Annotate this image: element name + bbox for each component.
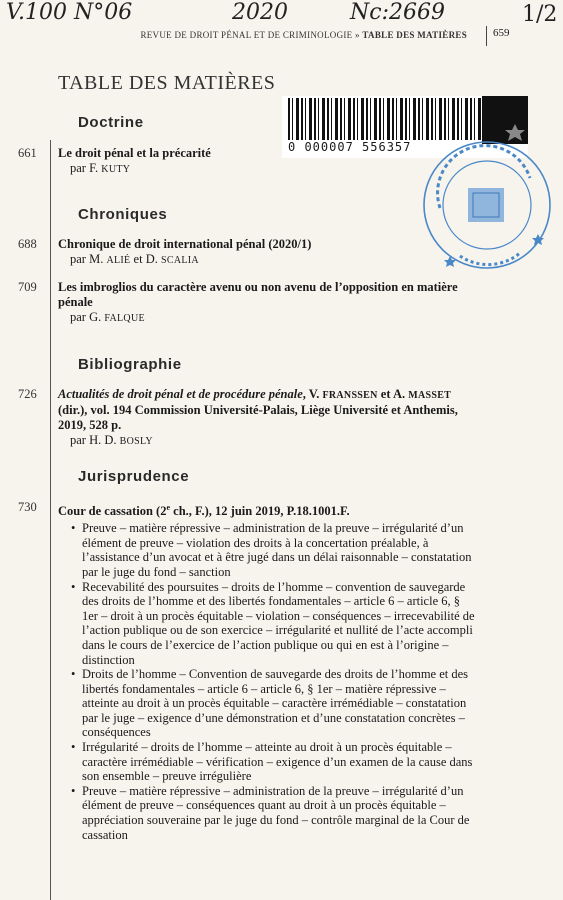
entry-page: 730 [18, 500, 37, 514]
toc-entry-709[interactable] [58, 280, 458, 326]
list-item: • Preuve – matière répressive – administration de la preuve – irrégularité d’un élément de preuve – violation des droits à la concertation préalable, à l’assistance d’un avocat et à être jugé dans un délai raisonnable – constatation par le juge du fond – sanction [82, 521, 478, 579]
entry-author: par M. ALIÉ et D. SCALIA [70, 252, 199, 266]
entry-author: par F. KUTY [70, 161, 131, 175]
toc-entry-688[interactable] [58, 237, 478, 268]
handwritten-year: 2020 [232, 0, 288, 25]
entry-page: 688 [18, 237, 37, 251]
entry-page: 726 [18, 387, 37, 401]
running-header [140, 30, 467, 40]
header-separator: » [355, 30, 360, 40]
toc-entry-730[interactable] [58, 500, 478, 842]
handwritten-nc: Nc:2669 [350, 0, 445, 25]
entry-title: Chronique de droit international pénal (2020/1) [58, 237, 312, 251]
entry-page: 661 [18, 146, 37, 160]
list-item: • Droits de l’homme – Convention de sauvegarde des droits de l’homme et des libertés fondamentales – article 6 – article 6, § 1er – matière répressive – atteinte au droit à un procès équitable – caractère irrémédiable – constatation par le juge – exigence d’une démonstration et d’une constatation concrètes – conséquences [82, 667, 478, 740]
list-item: • Recevabilité des poursuites – droits de l’homme – convention de sauvegarde des droits de l’homme et des libertés fondamentales – article 6 – article 6, § 1er – droit à un procès équitable – violation – conséquences – irrecevabilité de l’action publique ou de son exercice – irrégularité et nullité de l’acte accompli dans le cours de l’exercice de l’action publique ou qui en est à l’origine – distinction [82, 580, 478, 668]
list-item: • Preuve – matière répressive – administration de la preuve – irrégularité d’un élément de preuve – conséquences quant au droit à un procès équitable – appréciation souveraine par le juge du fond – contrôle marginal de la Cour de cassation [82, 784, 478, 842]
section-jurisprudence: Jurisprudence [78, 468, 190, 485]
entry-title: Le droit pénal et la précarité [58, 146, 211, 160]
section-chroniques: Chroniques [78, 206, 168, 223]
entry-title: Cour de cassation (2e ch., F.), 12 juin 2019, P.18.1001.F. [58, 503, 350, 519]
section-bibliographie: Bibliographie [78, 356, 182, 373]
barcode-logo-block [482, 96, 528, 144]
page-number: 659 [486, 26, 510, 46]
handwritten-volume: V.100 N°06 [6, 0, 133, 25]
margin-rule [50, 140, 51, 900]
handwritten-fraction: 1/2 [522, 2, 558, 27]
section-doctrine: Doctrine [78, 114, 144, 131]
entry-title: Les imbroglios du caractère avenu ou non avenu de l’opposition en matière pénale [58, 280, 458, 309]
toc-entry-726[interactable] [58, 387, 478, 449]
entry-page: 709 [18, 280, 37, 294]
barcode-bars [288, 98, 486, 140]
toc-title: TABLE DES MATIÈRES [58, 72, 276, 94]
entry-author: par G. FALQUE [70, 310, 145, 324]
entry-author: par H. D. BOSLY [70, 433, 153, 447]
entry-title: Actualités de droit pénal et de procédure pénale, V. FRANSSEN et A. MASSET (dir.), vol. 194 Commission Université-Palais, Liège Université et Anthemis, 2019, 528 p. [58, 387, 458, 432]
barcode-digits: 0 000007 556357 [288, 140, 412, 154]
header-section: TABLE DES MATIÈRES [362, 30, 467, 40]
list-item: • Irrégularité – droits de l’homme – atteinte au droit à un procès équitable – caractère irrémédiable – vérification – exigence d’un examen de la cause dans son ensemble – preuve irrégulière [82, 740, 478, 784]
star-seal-icon [482, 96, 528, 144]
toc-entry-661[interactable] [58, 146, 478, 177]
header-journal: REVUE DE DROIT PÉNAL ET DE CRIMINOLOGIE [140, 30, 353, 40]
keyword-list [58, 521, 478, 842]
